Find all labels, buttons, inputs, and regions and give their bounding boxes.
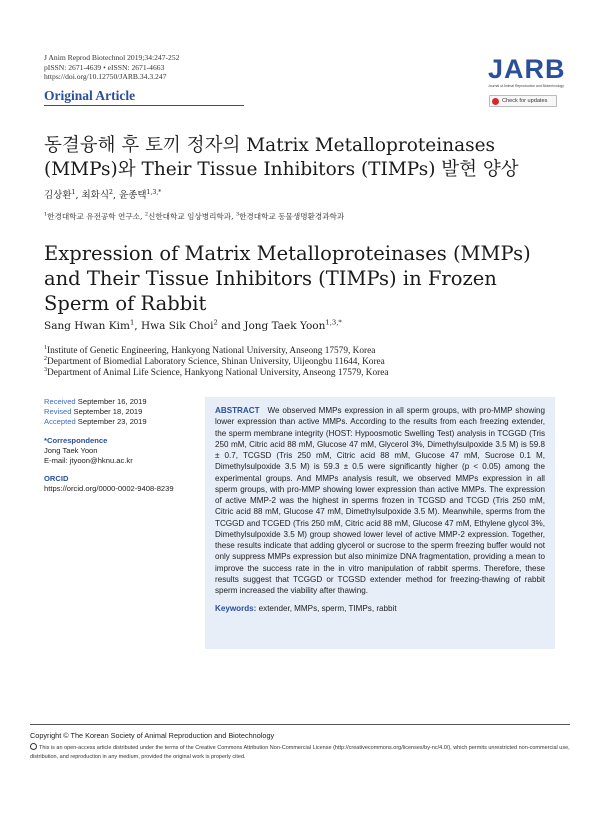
english-title [44,241,564,316]
affil-sup: 1 [44,344,48,351]
author-name: Jong Taek Yoon [244,320,326,332]
orcid-link[interactable]: https://orcid.org/0000-0002-9408-8239 [44,484,174,493]
journal-issn: pISSN: 2671-4639 • eISSN: 2671-4663 [44,62,165,72]
license-notice [30,743,570,761]
author-name: Sang Hwan Kim [44,320,130,332]
affil-text: Department of Biomedial Laboratory Science, Shinan University, Uijeongbu 11644, Korea [47,357,385,368]
keywords-list: extender, MMPs, sperm, TIMPs, rabbit [256,604,397,614]
abstract-text: We observed MMPs expression in all sperm groups, with pro-MMP showing lower expression than active MMPs. According to the results from each freezing extender, the sperm membrane integrity (HOST: Hypoosmotic Swelling Test) analysis in TCGGD (Tris 250 mM, Citric acid 88 mM, Glucose 47 mM, Glycerol 3%, Dimethylsulpoxide 3.5 M) is 59.8 ± 0.7, TCGSD (Tris 250 mM, Citric acid 88 mM, Glucose 47 mM, Sucrose 0.1 M, Dimethylsulpoxide 3.5 M) is 59.3 ± 0.5 were significantly higher (p < 0.05) among the experimental groups. And MMPs analysis result, we observed MMPs expression in all sperm groups, with pro-MMP showing lower expression than active MMPs. The expression of active MMP-2 was the highest in sperms frozen in TCGSD and TCGD (Tris 250 mM, Citric acid 88 mM, Glucose 47 mM, Dimethylsulpoxide 3.5 M). Meanwhile, sperms from the TCGGD and TCGED (Tris 250 mM, Citric acid 88 mM, Glucose 47 mM, Ethylene glycol 3%, Dimethylsulpoxide 3.5 M) group showed lower level of active MMP-2 expression. Together, these results indicate that adding glycerol or sucrose to the sperm freezing buffer would not only suppress MMPs expression but also minimize DNA fragmentation, providing a mean to improve the success rate in the in vitro manipulation of rabbit sperms. Therefore, these results suggest that TCGGD or TCGSD extender method for freezing-thawing of rabbit sperm increased the viability after thawing. [215,406,545,595]
english-authors: Sang Hwan Kim$^1$, Hwa Sik Choi$^2$ and Jong Taek Yoon$^{1,3,*}$ [44,318,342,332]
journal-citation: J Anim Reprod Biotechnol 2019;34:247-252 [44,53,180,62]
date-label: Accepted [44,416,76,426]
korean-title-line: 동결융해 후 토끼 정자의 Matrix Metalloproteinases [44,135,496,156]
affil-sup: 1 [44,211,48,218]
article-type: Original Article [44,88,136,103]
affil-sup: 2 [144,211,148,218]
author-sup: 2 [109,188,113,196]
journal-logo [488,54,566,88]
logo-subtext: Journal of Animal Reproduction and Biotechnology [488,84,564,88]
license-text: This is an open-access article distributed under the terms of the Creative Commons Attribution Non-Commercial License (http://creativecommons.org/licenses/by-nc/4.0/), which permits unrestricted non-commercial use, distribution, and reproduction in any medium, provided the original work is properly cited. [30,745,570,760]
affil-sup: 3 [44,367,48,374]
english-title-line: and Their Tissue Inhibitors (TIMPs) in Frozen [44,267,497,290]
korean-affiliations [44,211,344,222]
correspondence-heading: *Correspondence [44,436,108,445]
article-dates [44,397,147,426]
author-name: 김상환 [44,190,72,201]
creative-commons-icon [30,743,37,750]
author-sup: 2 [213,318,218,327]
author-name: Hwa Sik Choi [140,320,214,332]
date-label: Revised [44,406,72,416]
affiliation-line [44,368,389,379]
check-for-updates-button[interactable] [489,95,557,107]
affiliation-line [44,357,389,368]
correspondence-name: Jong Taek Yoon [44,446,98,455]
english-affiliations [44,346,389,380]
orcid-heading: ORCID [44,474,69,483]
affil-text: 한경대학교 동물생명환경과학과 [239,212,345,221]
affil-text: 신한대학교 임상병리학과, [148,212,236,221]
check-updates-label: Check for updates [502,98,548,104]
footer-divider [30,724,570,725]
author-sup: 1 [129,318,135,327]
date-value: September 18, 2019 [71,406,143,416]
revised-date [44,407,147,417]
date-value: September 16, 2019 [75,397,147,406]
copyright: Copyright © The Korean Society of Animal Reproduction and Biotechnology [30,731,275,740]
accepted-date [44,417,147,427]
korean-title-line: (MMPs)와 Their Tissue Inhibitors (TIMPs) 발현 양상 [44,159,519,180]
author-name: 윤종택 [119,190,147,201]
journal-meta [44,53,179,82]
check-updates-icon [492,98,499,105]
received-date [44,397,147,407]
keywords [215,603,545,614]
date-label: Received [44,397,76,406]
journal-doi[interactable]: https://doi.org/10.12750/JARB.34.3.247 [44,72,167,82]
affil-text: Institute of Genetic Engineering, Hankyong National University, Anseong 17579, Korea [47,346,376,356]
author-sup: 1,3,* [146,188,162,196]
affil-text: 한경대학교 유전공학 연구소, [47,212,145,221]
keywords-label: Keywords: [215,604,257,614]
author-conjunction: and [217,320,245,332]
author-name: 최화식 [81,190,110,201]
logo-text: JARB [488,54,566,84]
abstract-label: ABSTRACT [215,406,260,415]
abstract-box [205,397,555,649]
korean-title [44,134,564,182]
header-divider [44,105,244,106]
author-sup: 1,3,* [325,318,342,327]
affil-sup: 2 [44,356,48,363]
affiliation-line [44,346,389,357]
affil-sup: 3 [235,211,240,218]
correspondence-email[interactable]: E-mail: jtyoon@hknu.ac.kr [44,455,133,465]
korean-authors: 김상환$^1$, 최화식$^2$, 윤종택$^{1,3,*}$ [44,188,162,201]
author-sup: 1 [71,188,76,196]
english-title-line: Expression of Matrix Metalloproteinases (MMPs) [44,242,531,265]
english-title-line: Sperm of Rabbit [44,292,207,315]
date-value: September 23, 2019 [75,416,147,426]
correspondence-body [44,446,133,466]
affil-text: Department of Animal Life Science, Hankyong National University, Anseong 17579, Korea [47,368,389,379]
